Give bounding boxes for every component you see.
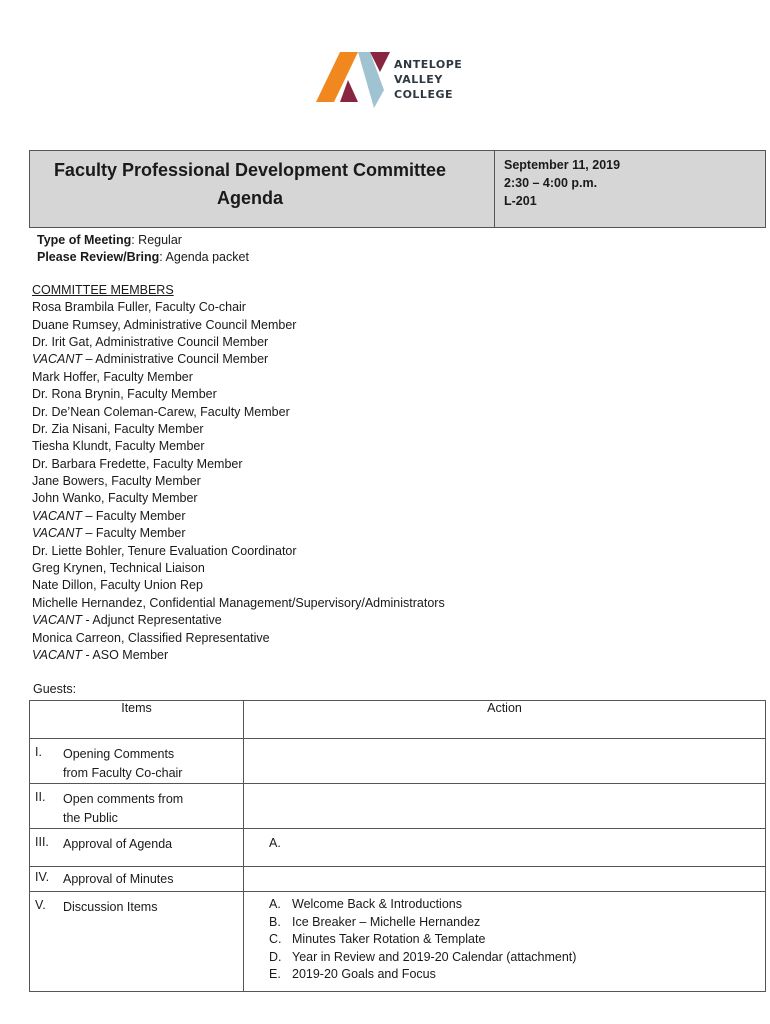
action-item-letter: A. xyxy=(269,897,281,911)
member-name: Greg Krynen xyxy=(32,561,103,576)
member-name: Duane Rumsey xyxy=(32,317,118,332)
agenda-item-label-line: Approval of Minutes xyxy=(63,872,174,886)
meeting-type-label: Type of Meeting xyxy=(37,233,132,247)
member-list xyxy=(33,299,753,664)
agenda-item-number: III. xyxy=(35,835,49,849)
members-heading: COMMITTEE MEMBERS xyxy=(32,282,174,297)
member-item xyxy=(32,299,753,316)
action-item xyxy=(269,914,765,932)
member-name: Mark Hoffer xyxy=(32,369,97,384)
member-item xyxy=(32,595,753,612)
action-item-letter: B. xyxy=(269,914,281,929)
action-item-letter: A. xyxy=(269,836,281,850)
member-item xyxy=(32,404,753,421)
member-name: Tiesha Klundt xyxy=(32,439,108,454)
agenda-row xyxy=(30,892,766,992)
member-item xyxy=(32,630,753,647)
meeting-details xyxy=(504,156,620,210)
action-item xyxy=(269,949,765,967)
action-item-text: 2019-20 Goals and Focus xyxy=(292,967,436,981)
agenda-table xyxy=(29,700,766,992)
agenda-header xyxy=(29,150,766,228)
meeting-time: 2:30 – 4:00 p.m. xyxy=(504,176,598,190)
member-item xyxy=(32,351,753,368)
member-item xyxy=(32,647,753,664)
agenda-item-label xyxy=(63,790,183,828)
title-line-1: Faculty Professional Development Committee xyxy=(53,160,447,180)
member-item xyxy=(32,317,753,334)
member-item xyxy=(32,560,753,577)
agenda-title xyxy=(30,156,470,212)
agenda-item-cell xyxy=(30,784,244,829)
member-role: , Faculty Member xyxy=(145,456,243,471)
member-role: , Classified Representative xyxy=(120,630,270,645)
member-role: , Faculty Member xyxy=(96,369,193,384)
agenda-item-label-line: from Faculty Co-chair xyxy=(63,766,183,780)
agenda-table-header xyxy=(30,701,766,739)
action-item-text: Ice Breaker – Michelle Hernandez xyxy=(292,914,481,929)
agenda-action-cell xyxy=(244,739,766,784)
member-name: Rosa Brambila Fuller xyxy=(32,300,149,315)
agenda-row xyxy=(30,829,766,867)
action-item xyxy=(269,931,765,949)
agenda-action-cell xyxy=(244,867,766,892)
member-item xyxy=(32,369,753,386)
meeting-room: L-201 xyxy=(504,194,537,208)
meeting-type-value: : Regular xyxy=(131,233,182,247)
agenda-item-label xyxy=(63,898,157,917)
agenda-row xyxy=(30,739,766,784)
member-role: – Faculty Member xyxy=(82,508,186,523)
member-item xyxy=(32,508,753,525)
items-column-header: Items xyxy=(30,701,244,739)
member-role: , Faculty Member xyxy=(101,491,198,506)
member-name: Dr. Liette Bohler xyxy=(32,543,121,558)
member-role: , Faculty Member xyxy=(107,421,204,436)
member-item xyxy=(32,612,753,629)
action-column-header: Action xyxy=(244,701,766,739)
logo-line-1: ANTELOPE xyxy=(394,58,463,71)
member-role: , Faculty Co-chair xyxy=(148,300,246,315)
action-item-letter: D. xyxy=(269,949,282,964)
agenda-item-number: I. xyxy=(35,745,42,759)
member-role: - Adjunct Representative xyxy=(82,613,222,628)
agenda-item-cell xyxy=(30,867,244,892)
action-item xyxy=(269,835,765,853)
member-name: VACANT xyxy=(32,352,83,367)
member-name: VACANT xyxy=(32,508,83,523)
review-bring-value: : Agenda packet xyxy=(159,250,249,265)
member-item xyxy=(32,334,753,351)
member-role: , Confidential Management/Supervisory/Administrators xyxy=(142,595,445,610)
member-role: - ASO Member xyxy=(82,647,169,662)
action-item xyxy=(269,896,765,914)
member-role: , Administrative Council Member xyxy=(88,334,269,349)
member-item xyxy=(32,577,753,594)
member-role: , Faculty Member xyxy=(193,404,290,419)
member-name: Nate Dillon xyxy=(32,578,94,593)
action-item-letter: C. xyxy=(269,932,282,946)
agenda-action-cell xyxy=(244,829,766,867)
member-item xyxy=(32,473,753,490)
member-name: Monica Carreon xyxy=(32,630,121,645)
agenda-body xyxy=(33,232,753,699)
agenda-action-cell xyxy=(244,784,766,829)
logo-line-3: COLLEGE xyxy=(394,88,453,101)
agenda-item-cell xyxy=(30,892,244,992)
member-name: VACANT xyxy=(32,526,83,541)
member-name: Jane Bowers xyxy=(32,474,105,489)
member-role: , Tenure Evaluation Coordinator xyxy=(120,543,297,558)
agenda-item-label-line: Discussion Items xyxy=(63,900,158,914)
member-role: , Administrative Council Member xyxy=(117,317,297,332)
agenda-item-label xyxy=(63,870,173,889)
member-item xyxy=(32,456,753,473)
meeting-type xyxy=(33,232,753,249)
agenda-item-label xyxy=(63,835,172,854)
member-name: VACANT xyxy=(32,647,83,662)
member-item xyxy=(32,490,753,507)
member-name: Dr. Irit Gat xyxy=(32,334,89,349)
member-name: John Wanko xyxy=(32,491,102,506)
agenda-item-number: II. xyxy=(35,790,46,804)
agenda-item-label-line: Open comments from xyxy=(63,792,184,806)
member-role: – Administrative Council Member xyxy=(82,352,269,367)
member-item xyxy=(32,525,753,542)
title-line-2: Agenda xyxy=(216,188,283,208)
agenda-action-cell xyxy=(244,892,766,992)
member-item xyxy=(32,386,753,403)
member-role: – Faculty Member xyxy=(82,526,186,541)
member-role: , Technical Liaison xyxy=(102,561,205,576)
member-name: Dr. Barbara Fredette xyxy=(32,456,146,471)
action-item-text: Welcome Back & Introductions xyxy=(292,897,462,911)
action-item-text: Year in Review and 2019-20 Calendar (attachment) xyxy=(292,949,577,964)
member-role: , Faculty Member xyxy=(107,439,205,454)
member-name: Dr. De’Nean Coleman-Carew xyxy=(32,404,194,419)
agenda-item-number: IV. xyxy=(35,870,50,884)
review-bring xyxy=(33,249,753,266)
member-role: , Faculty Member xyxy=(104,474,201,489)
agenda-row xyxy=(30,784,766,829)
agenda-item-label-line: Approval of Agenda xyxy=(63,837,173,851)
logo-wordmark xyxy=(394,57,462,102)
member-item xyxy=(32,421,753,438)
action-item-text: Minutes Taker Rotation & Template xyxy=(292,932,486,946)
action-item-letter: E. xyxy=(269,967,281,981)
logo-line-2: VALLEY xyxy=(394,73,443,86)
agenda-row xyxy=(30,867,766,892)
member-role: , Faculty Union Rep xyxy=(93,578,203,593)
member-name: VACANT xyxy=(32,613,83,628)
member-name: Dr. Zia Nisani xyxy=(32,421,108,436)
member-item xyxy=(32,438,753,455)
agenda-item-label xyxy=(63,745,182,783)
guests-label: Guests: xyxy=(33,682,77,697)
agenda-item-label-line: Opening Comments xyxy=(63,747,175,761)
action-item xyxy=(269,966,765,984)
review-bring-label: Please Review/Bring xyxy=(37,250,160,265)
agenda-item-label-line: the Public xyxy=(63,811,118,825)
agenda-item-cell xyxy=(30,739,244,784)
member-item xyxy=(32,543,753,560)
agenda-item-cell xyxy=(30,829,244,867)
member-name: Michelle Hernandez xyxy=(32,595,143,610)
agenda-item-number: V. xyxy=(35,898,46,912)
meeting-date: September 11, 2019 xyxy=(504,158,621,172)
member-role: , Faculty Member xyxy=(120,387,217,402)
header-divider xyxy=(494,151,495,227)
member-name: Dr. Rona Brynin xyxy=(32,387,121,402)
